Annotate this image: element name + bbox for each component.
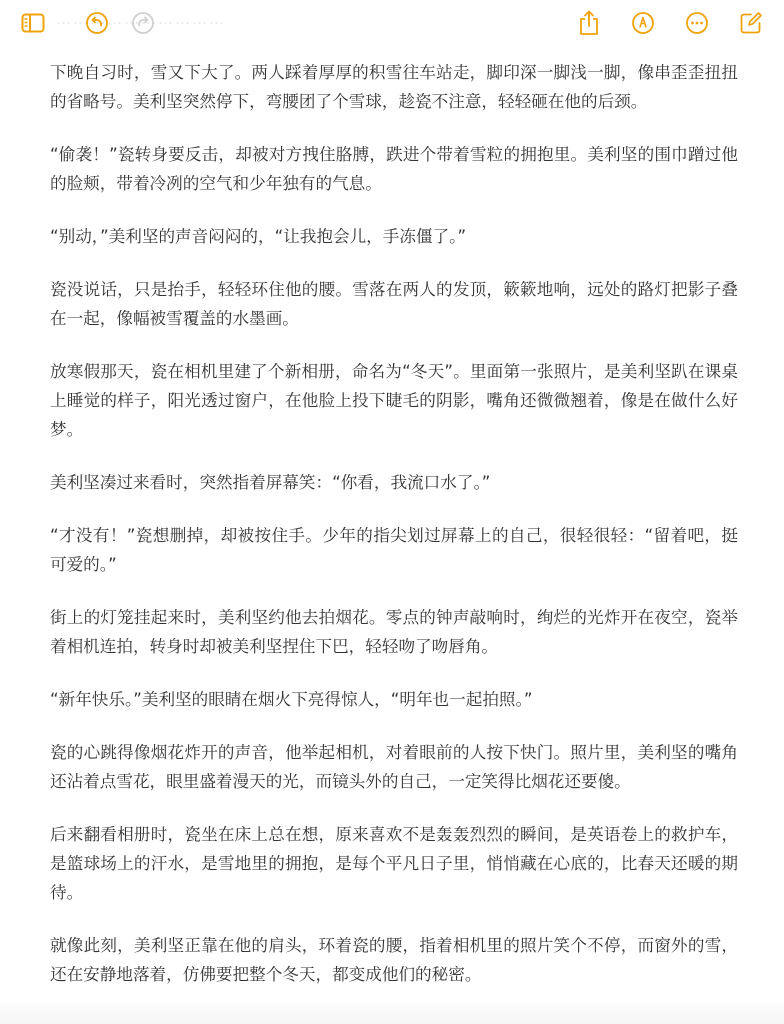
compose-icon — [739, 11, 763, 35]
note-paragraph: “别动，”美利坚的声音闷闷的，“让我抱会儿，手冻僵了。” — [50, 227, 467, 246]
redo-button[interactable] — [130, 10, 156, 36]
compose-button[interactable] — [738, 10, 764, 36]
note-paragraph: 放寒假那天，瓷在相机里建了个新相册，命名为“冬天”。里面第一张照片，是美利坚趴在课桌上睡觉的样子，阳光透过窗户，在他脸上投下睫毛的阴影，嘴角还微微翘着，像是在做什么好梦。 — [50, 362, 738, 439]
undo-button[interactable] — [84, 10, 110, 36]
note-paragraph: 瓷没说话，只是抬手，轻轻环住他的腰。雪落在两人的发顶，簌簌地响，远处的路灯把影子叠在一起，像幅被雪覆盖的水墨画。 — [50, 280, 738, 328]
pen-circle-icon — [631, 11, 655, 35]
ellipsis-icon — [685, 11, 709, 35]
note-paragraph: 后来翻看相册时，瓷坐在床上总在想，原来喜欢不是轰轰烈烈的瞬间，是英语卷上的救护车，是篮球场上的汗水，是雪地里的拥抱，是每个平凡日子里，悄悄藏在心底的，比春天还暖的期待。 — [50, 825, 738, 902]
sidebar-icon — [21, 13, 45, 33]
toolbar-ghost-text: ………………………… — [56, 10, 226, 28]
markup-button[interactable] — [630, 10, 656, 36]
sidebar-toggle-button[interactable] — [20, 10, 46, 36]
more-button[interactable] — [684, 10, 710, 36]
note-paragraph: 街上的灯笼挂起来时，美利坚约他去拍烟花。零点的钟声敲响时，绚烂的光炸开在夜空，瓷举着相机连拍，转身时却被美利坚捏住下巴，轻轻吻了吻唇角。 — [50, 608, 738, 656]
share-icon — [578, 10, 600, 36]
undo-icon — [85, 11, 109, 35]
redo-icon — [131, 11, 155, 35]
toolbar — [0, 0, 784, 46]
note-paragraph: 美利坚凑过来看时，突然指着屏幕笑：“你看，我流口水了。” — [50, 473, 491, 492]
note-paragraph: 下晚自习时，雪又下大了。两人踩着厚厚的积雪往车站走，脚印深一脚浅一脚，像串歪歪扭扭的省略号。美利坚突然停下，弯腰团了个雪球，趁瓷不注意，轻轻砸在他的后颈。 — [50, 63, 738, 111]
note-paragraph: “偷袭！”瓷转身要反击，却被对方拽住胳膊，跌进个带着雪粒的拥抱里。美利坚的围巾蹭过他的脸颊，带着冷冽的空气和少年独有的气息。 — [50, 145, 738, 193]
bottom-fade — [0, 1000, 784, 1024]
note-paragraph: 瓷的心跳得像烟花炸开的声音，他举起相机，对着眼前的人按下快门。照片里，美利坚的嘴角还沾着点雪花，眼里盛着漫天的光，而镜头外的自己，一定笑得比烟花还要傻。 — [50, 743, 738, 791]
note-body[interactable] — [50, 58, 738, 1013]
note-paragraph: “新年快乐。”美利坚的眼睛在烟火下亮得惊人，“明年也一起拍照。” — [50, 690, 533, 709]
share-button[interactable] — [576, 10, 602, 36]
note-paragraph: 就像此刻，美利坚正靠在他的肩头，环着瓷的腰，指着相机里的照片笑个不停，而窗外的雪，还在安静地落着，仿佛要把整个冬天，都变成他们的秘密。 — [50, 936, 738, 984]
note-paragraph: “才没有！”瓷想删掉，却被按住手。少年的指尖划过屏幕上的自己，很轻很轻：“留着吧，挺可爱的。” — [50, 526, 738, 574]
